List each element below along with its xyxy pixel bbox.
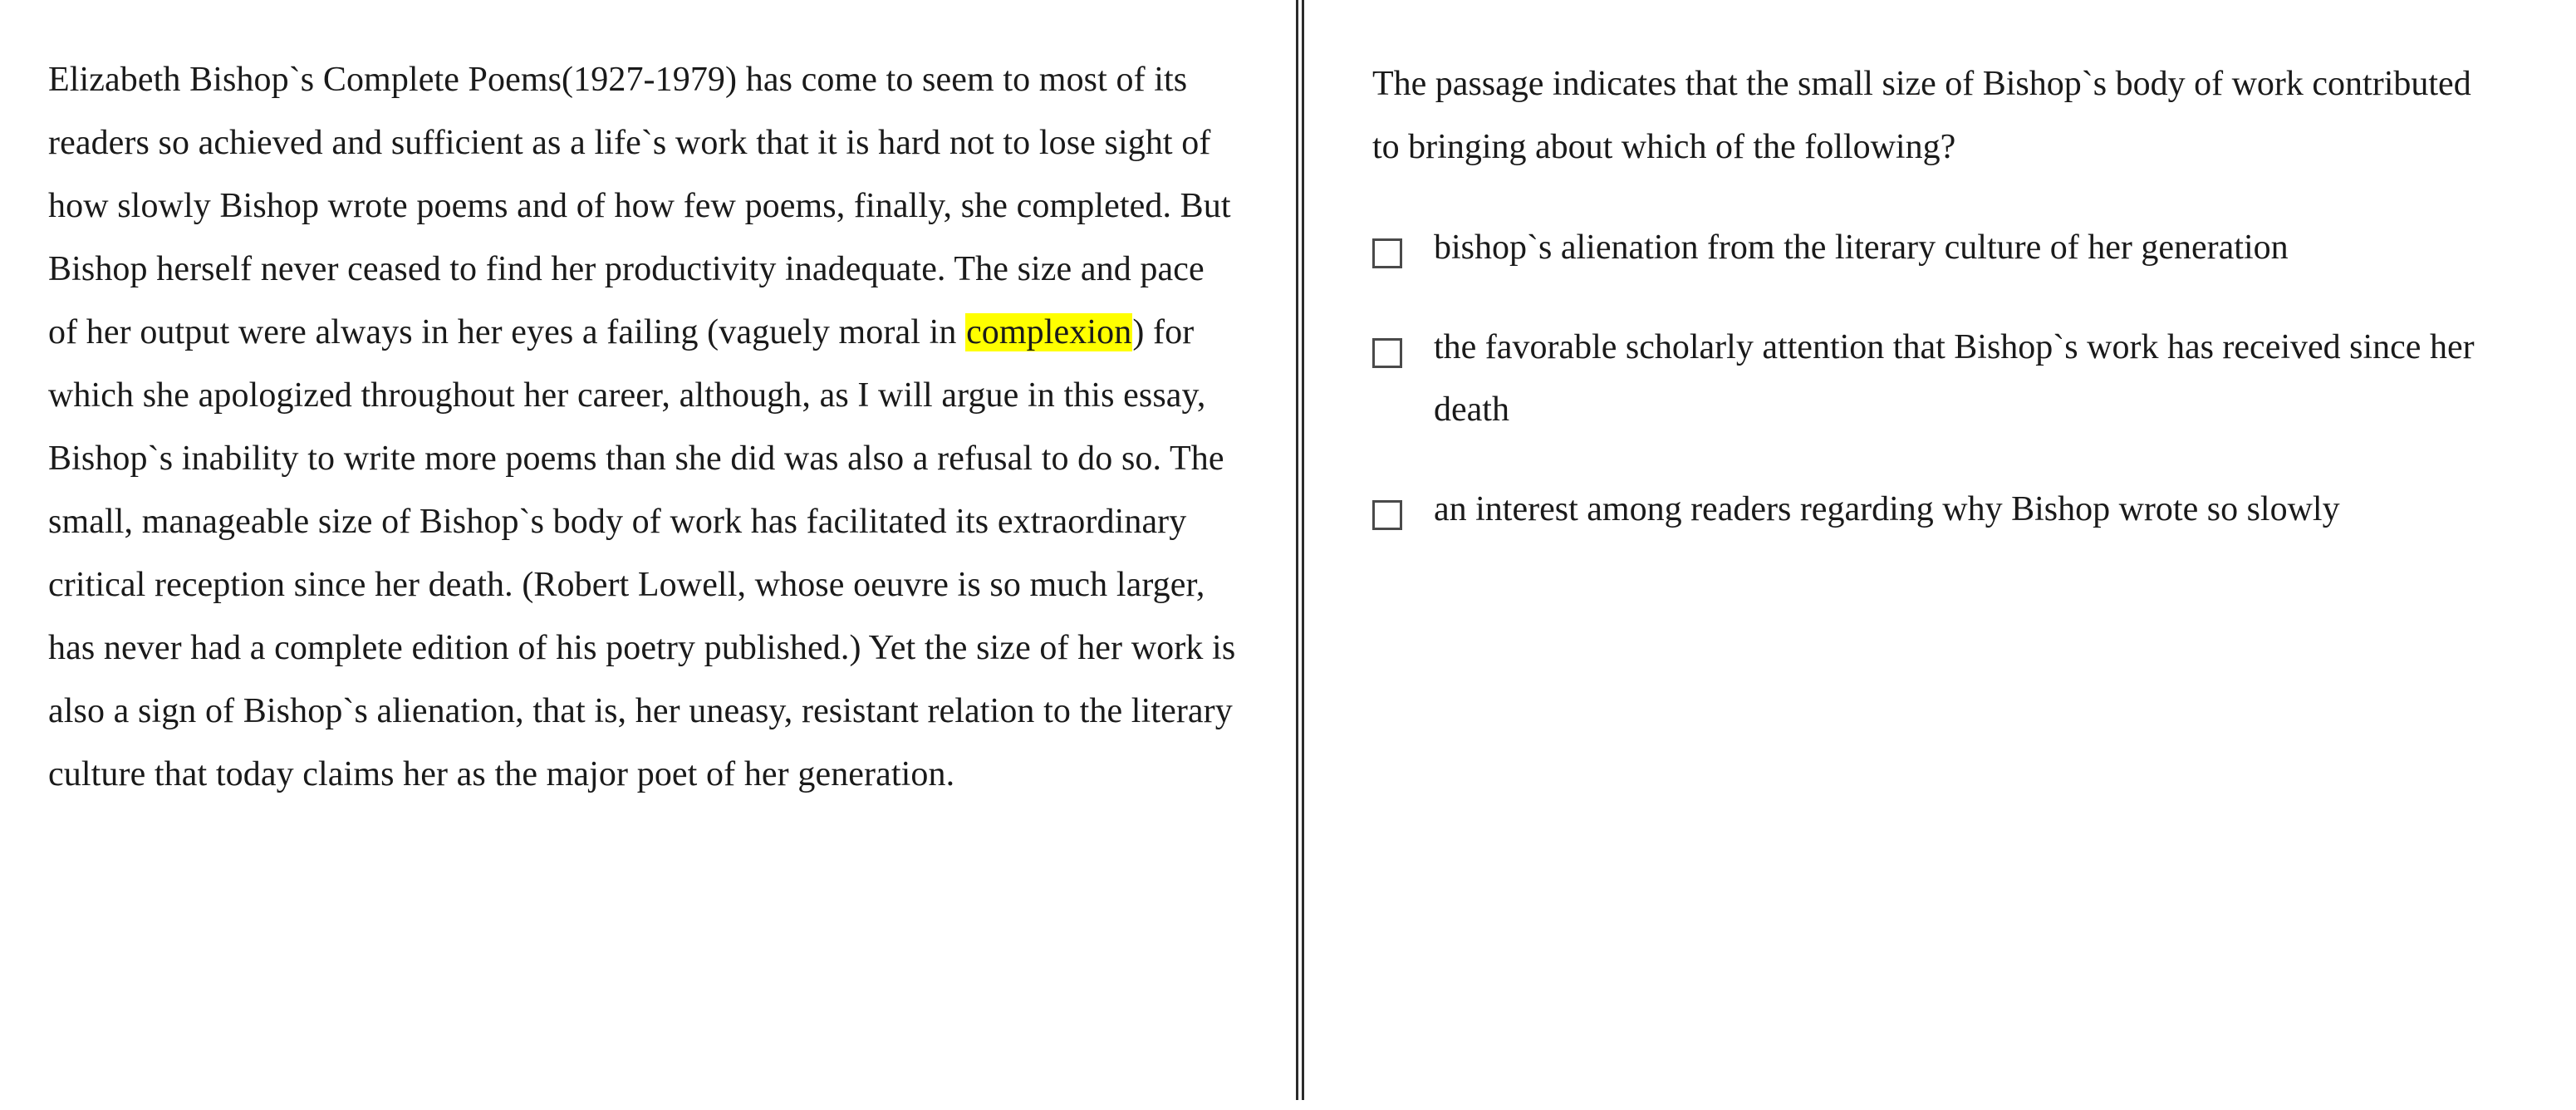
answer-choice[interactable]: [1372, 317, 2476, 442]
checkbox-icon[interactable]: [1372, 238, 1402, 268]
pane-divider: [1296, 0, 1304, 1110]
answer-choice-label: the favorable scholarly attention that Bishop`s work has received since her death: [1434, 327, 2475, 430]
answer-choice-label: bishop`s alienation from the literary culture of her generation: [1434, 228, 2289, 268]
question-stem: The passage indicates that the small size of Bishop`s body of work contributed to bringing about which of the following?: [1372, 65, 2471, 166]
passage-text-after-highlight: ) for which she apologized throughout her career, although, as I will argue in this essay, Bishop`s inability to write more poems than she did was also a refusal to do so. The small, manageable size of Bishop`s body of work has facilitated its extraordinary critical reception since her death. (Robert Lowell, whose oeuvre is so much larger, has never had a complete edition of his poetry published.) Yet the size of her work is also a sign of Bishop`s alienation, that is, her uneasy, resistant relation to the literary culture that today claims her as the major poet of her generation.: [48, 313, 1236, 794]
answer-choice[interactable]: [1372, 217, 2476, 280]
divider-line-left: [1296, 0, 1298, 1100]
passage-text: [48, 48, 1238, 806]
answer-choices-list: [1372, 217, 2476, 541]
checkbox-icon[interactable]: [1372, 338, 1402, 368]
answer-choice[interactable]: [1372, 479, 2476, 542]
checkbox-icon[interactable]: [1372, 500, 1402, 530]
question-pane: [1304, 0, 2576, 1110]
highlighted-word[interactable]: complexion: [966, 313, 1132, 352]
answer-choice-label: an interest among readers regarding why Bishop wrote so slowly: [1434, 489, 2340, 528]
passage-text-before-highlight: Elizabeth Bishop`s Complete Poems(1927-1979) has come to seem to most of its readers so achieved and sufficient as a life`s work that it is hard not to lose sight of how slowly Bishop wrote poems and of how few poems, finally, she completed. But Bishop herself never ceased to find her productivity inadequate. The size and pace of her output were always in her eyes a failing (vaguely moral in: [48, 61, 1231, 352]
divider-line-right: [1302, 0, 1304, 1100]
